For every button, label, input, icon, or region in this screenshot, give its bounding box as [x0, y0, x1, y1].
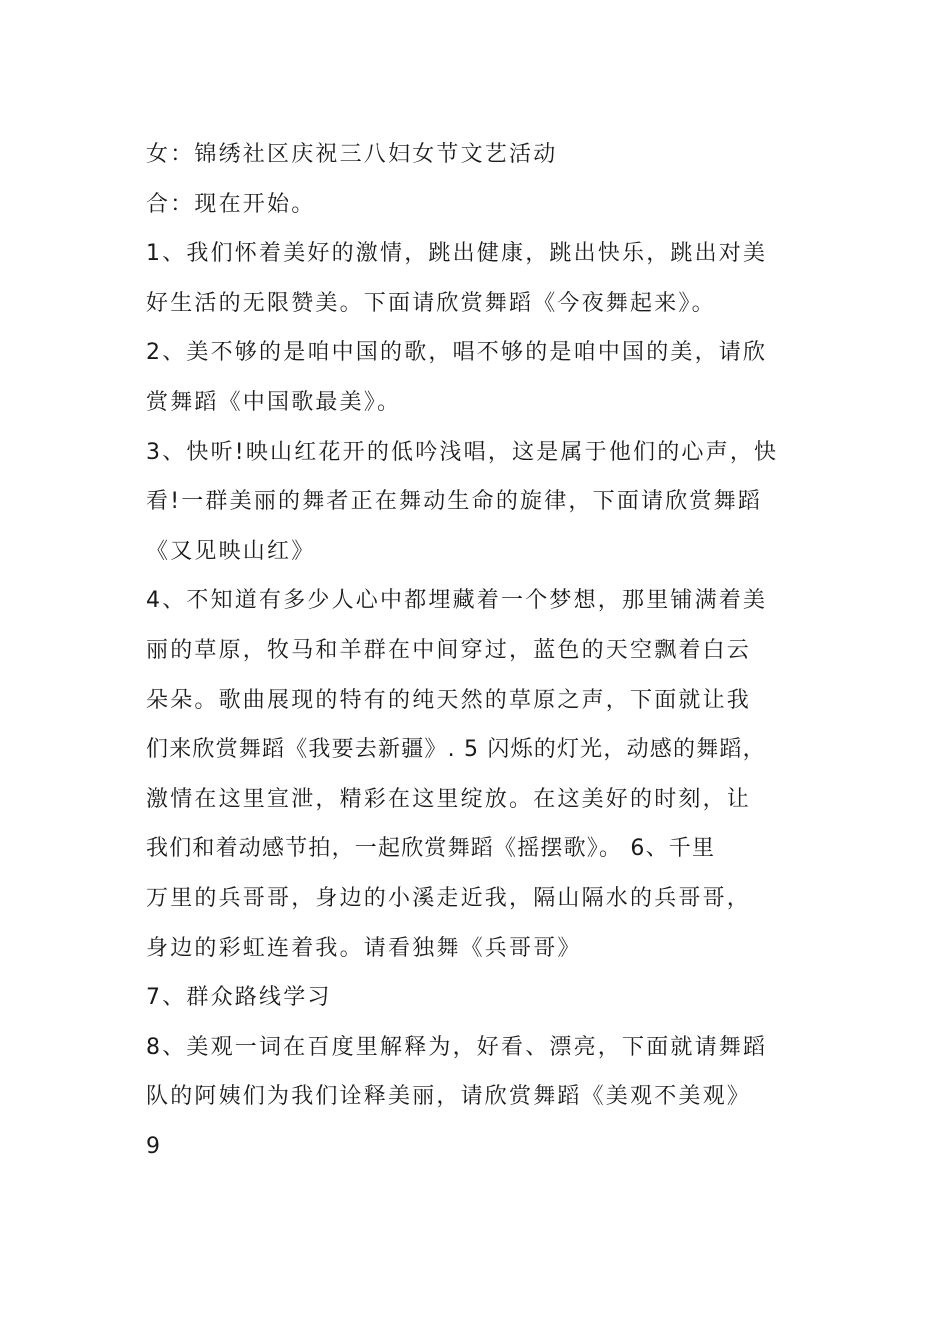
text-line: 队的阿姨们为我们诠释美丽，请欣赏舞蹈《美观不美观》 [146, 1084, 752, 1110]
text-line: 身边的彩虹连着我。请看独舞《兵哥哥》 [146, 935, 582, 961]
text-line: 朵朵。歌曲展现的特有的纯天然的草原之声，下面就让我 [146, 687, 752, 713]
text-line: 4、不知道有多少人心中都埋藏着一个梦想，那里铺满着美 [146, 588, 768, 614]
text-line: 们来欣赏舞蹈《我要去新疆》. 5 闪烁的灯光，动感的舞蹈， [146, 737, 766, 763]
text-line: 万里的兵哥哥，身边的小溪走近我，隔山隔水的兵哥哥， [146, 885, 752, 911]
text-line: 我们和着动感节拍，一起欣赏舞蹈《摇摆歌》。 6、千里 [146, 836, 716, 862]
text-line: 女：锦绣社区庆祝三八妇女节文艺活动 [146, 142, 558, 167]
text-line: 看!一群美丽的舞者正在舞动生命的旋律，下面请欣赏舞蹈 [146, 489, 763, 515]
text-line: 8、美观一词在百度里解释为，好看、漂亮，下面就请舞蹈 [146, 1034, 768, 1060]
text-line: 9 [146, 1133, 163, 1159]
text-line: 2、美不够的是咱中国的歌，唱不够的是咱中国的美，请欣 [146, 340, 768, 366]
text-line: 丽的草原，牧马和羊群在中间穿过，蓝色的天空飘着白云 [146, 637, 752, 663]
text-line: 激情在这里宣泄，精彩在这里绽放。在这美好的时刻，让 [146, 786, 752, 812]
text-line: 《又见映山红》 [146, 538, 316, 564]
text-line: 赏舞蹈《中国歌最美》。 [146, 389, 402, 415]
text-line: 合：现在开始。 [146, 191, 316, 217]
text-line: 好生活的无限赞美。下面请欣赏舞蹈《今夜舞起来》。 [146, 290, 716, 316]
document-body [146, 130, 826, 1171]
text-line: 3、快听!映山红花开的低吟浅唱，这是属于他们的心声，快 [146, 439, 779, 465]
text-line: 1、我们怀着美好的激情，跳出健康，跳出快乐，跳出对美 [146, 241, 768, 267]
text-line: 7、群众路线学习 [146, 985, 332, 1011]
